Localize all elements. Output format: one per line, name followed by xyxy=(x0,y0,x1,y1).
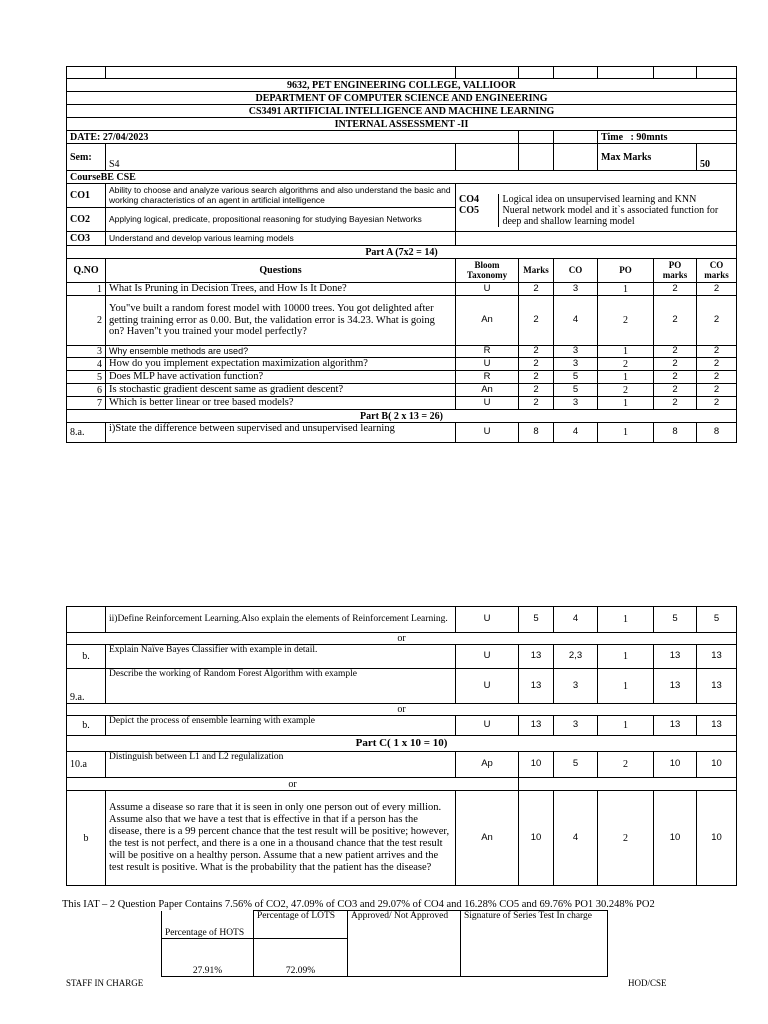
hots-label: Percentage of HOTS xyxy=(162,911,254,939)
outcome-row: CO2 Applying logical, predicate, propositional reasoning for studying Bayesian Networks xyxy=(67,208,737,232)
outcome-row: CO3 Understand and develop various learning models xyxy=(67,232,737,246)
part-a-column-headers: Q.NO Questions Bloom Taxonomy Marks CO PO PO marks CO marks xyxy=(67,259,737,283)
table-row: 5 Does MLP have activation function? R 2 5 1 2 2 xyxy=(67,371,737,384)
or-separator: or xyxy=(67,704,737,716)
college-name: 9632, PET ENGINEERING COLLEGE, VALLIOOR xyxy=(67,79,737,92)
exam-title: INTERNAL ASSESSMENT -II xyxy=(67,118,737,131)
lots-value: 72.09% xyxy=(254,939,348,977)
outcome-row: CO1 Ability to choose and analyze various search algorithms and also understand the basic and working characteristics of an agent in artificial intelligence CO4 CO5 Logical idea on unsupervised learning and KNN Nueral network model and it`s associated function for deep and shallow learning model xyxy=(67,184,737,208)
empty-row xyxy=(67,67,737,79)
table-row: b. Depict the process of ensemble learning with example U 13 3 1 13 13 xyxy=(67,716,737,736)
part-b-title: Part B( 2 x 13 = 26) xyxy=(67,410,737,423)
table-row: 2 You"ve built a random forest model with 10000 trees. You got delighted after getting training error as 0.00. But, the validation error is 34.23. What is going on? Haven"t you trained your model perfectly? An 2 4 2 2 2 xyxy=(67,296,737,346)
co4-text: Logical idea on unsupervised learning and KNN xyxy=(502,194,697,205)
approval-table xyxy=(161,910,608,977)
signature-label: Signature of Series Test In charge xyxy=(461,911,608,977)
or-separator: or xyxy=(67,778,519,791)
staff-signature: STAFF IN CHARGE xyxy=(66,978,144,988)
department-name: DEPARTMENT OF COMPUTER SCIENCE AND ENGINEERING xyxy=(67,92,737,105)
lots-label: Percentage of LOTS xyxy=(254,911,348,939)
table-row: 7 Which is better linear or tree based models? U 2 3 1 2 2 xyxy=(67,397,737,410)
question-paper-table-bottom xyxy=(66,606,737,886)
table-row: 8.a. i)State the difference between supervised and unsupervised learning U 8 4 1 8 8 xyxy=(67,423,737,443)
table-row: 9.a. Describe the working of Random Forest Algorithm with example U 13 3 1 13 13 xyxy=(67,669,737,704)
table-row: b Assume a disease so rare that it is seen in only one person out of every million. Assume also that we have a test that is effective in that if a person has the disease, there is a 99 percent chance that the test result will be positive; however, the test is not perfect, and there is a one in a thousand chance that the test result will be positive on a healthy person. Assume that a new patient arrives and the test result is positive. What is the probability that the patient has the disease? An 10 4 2 10 10 xyxy=(67,791,737,886)
coverage-summary: This IAT – 2 Question Paper Contains 7.56% of CO2, 47.09% of CO3 and 29.07% of CO4 and 16.28% CO5 and 69.76% PO1 30.248% PO2 xyxy=(62,899,655,910)
hod-signature: HOD/CSE xyxy=(628,978,667,988)
table-row: 3 Why ensemble methods are used? R 2 3 1 2 2 xyxy=(67,346,737,358)
course-title: CS3491 ARTIFICIAL INTELLIGENCE AND MACHINE LEARNING xyxy=(67,105,737,118)
exam-date: DATE: 27/04/2023 xyxy=(67,131,519,144)
co5-text: Nueral network model and it`s associated function for deep and shallow learning model xyxy=(502,205,719,227)
or-separator: or xyxy=(67,633,737,645)
sem-value: S4 xyxy=(106,144,456,171)
table-row: 1 What Is Pruning in Decision Trees, and How Is It Done? U 2 3 1 2 2 xyxy=(67,283,737,296)
approval-label: Approved/ Not Approved xyxy=(348,911,461,977)
table-row: b. Explain Naïve Bayes Classifier with example in detail. U 13 2,3 1 13 13 xyxy=(67,645,737,669)
question-paper-table-top xyxy=(66,66,737,443)
max-marks-value: 50 xyxy=(697,144,737,171)
table-row: ii)Define Reinforcement Learning.Also explain the elements of Reinforcement Learning. U 5 4 1 5 5 xyxy=(67,607,737,633)
part-c-title: Part C( 1 x 10 = 10) xyxy=(67,736,737,752)
table-row: 6 Is stochastic gradient descent same as gradient descent? An 2 5 2 2 2 xyxy=(67,384,737,397)
part-a-title: Part A (7x2 = 14) xyxy=(67,246,737,259)
co4-code: CO4 xyxy=(459,194,479,205)
course-row: CourseBE CSE xyxy=(67,171,737,184)
exam-time: Time : 90mnts xyxy=(598,131,737,144)
table-row: 10.a Distinguish between L1 and L2 regulalization Ap 10 5 2 10 10 xyxy=(67,752,737,778)
sem-label: Sem: xyxy=(67,144,106,171)
table-row: 4 How do you implement expectation maximization algorithm? U 2 3 2 2 2 xyxy=(67,358,737,371)
max-marks-label: Max Marks xyxy=(598,144,697,171)
co5-code: CO5 xyxy=(459,205,479,216)
hots-value: 27.91% xyxy=(162,939,254,977)
